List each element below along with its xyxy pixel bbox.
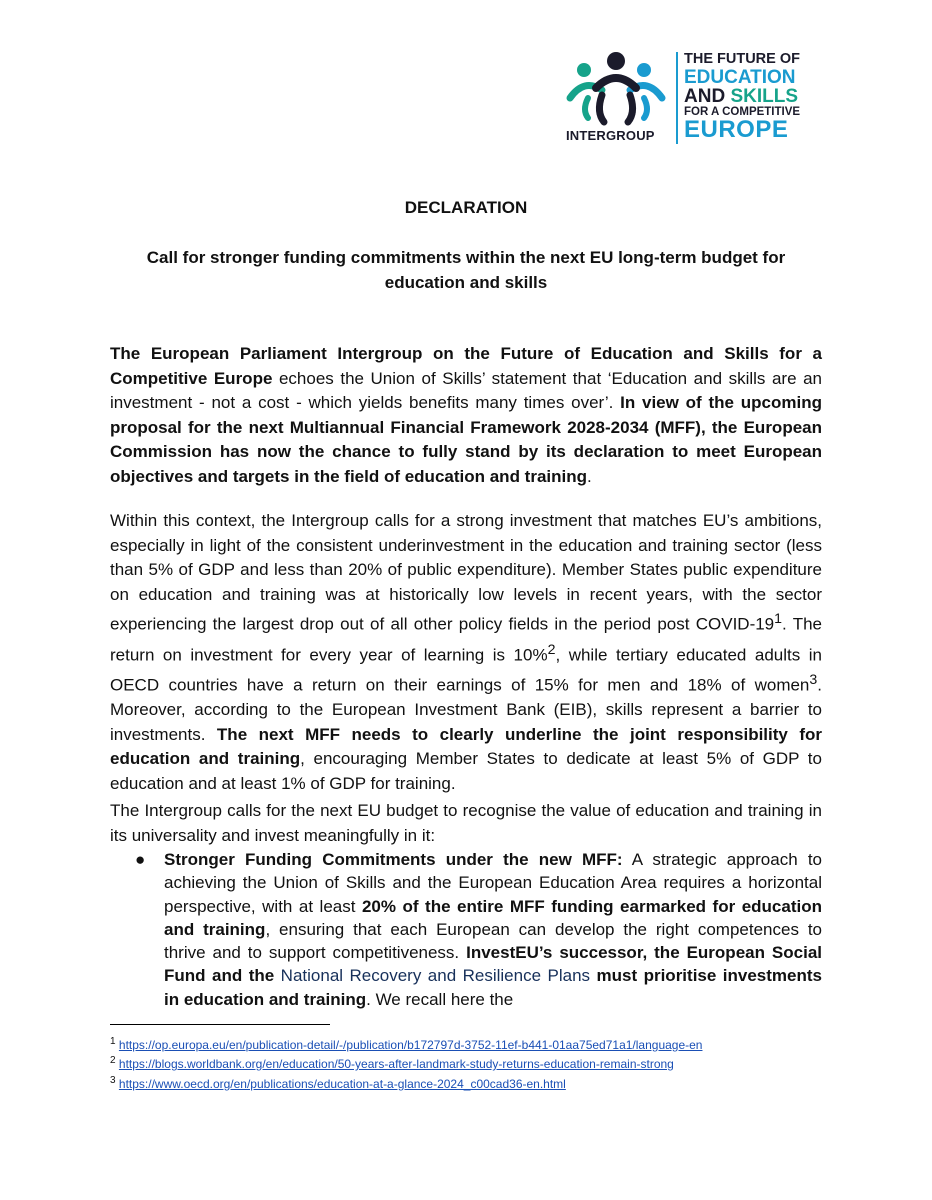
paragraph-context: Within this context, the Intergroup calls for a strong investment that matches EU’s ambitions, especially in light of the consistent underinvestment in the education and training sector (less than 5% of GDP and less than 20% of public expenditure). Member States public expenditure on education and training was at historically low levels in recent years, with the sector experiencing the largest drop out of all other policy fields in the period post COVID-$19^1$. The return on investment for every year of learning is 10%$^2$, while tertiary educated adults in OECD countries have a return on their earnings of 15% for men and 18% of women$^3$. Moreover, according to the European Investment Bank (EIB), skills represent a barrier to investments. The next MFF needs to clearly underline the joint responsibility for education and training, encouraging Member States to dedicate at least 5% of GDP to education and at least 1% of GDP for training. xyxy=(110,511,823,793)
logo-line-2: EDUCATION xyxy=(684,66,796,88)
footnote-ref-1: 1 xyxy=(774,611,783,628)
logo-line-4: FOR A COMPETITIVE xyxy=(684,105,801,118)
footnote-2: $^2$ https://blogs.worldbank.org/en/education/50-years-after-landmark-study-returns-education-remain-strong xyxy=(110,1055,674,1071)
logo-org-label: INTERGROUP xyxy=(566,128,655,143)
intergroup-logo xyxy=(562,50,812,150)
document-title: DECLARATION xyxy=(404,198,528,217)
bullet-icon: ● xyxy=(135,850,146,869)
footnote-ref-2: 2 xyxy=(547,641,556,658)
logo-line-3: AND SKILLS xyxy=(684,85,799,107)
bullet-funding-commitments: Stronger Funding Commitments under the new MFF: A strategic approach to achieving the Union of Skills and the European Education Area requires a horizontal perspective, with at least 20% of the entire MFF funding earmarked for education and training, ensuring that each European can develop the right competences to thrive and to support competitiveness. InvestEU’s successor, the European Social Fund and the National Recovery and Resilience Plans must prioritise investments in education and training. We recall here the xyxy=(164,850,823,1009)
footnote-separator xyxy=(110,1024,330,1025)
footnote-link-1[interactable]: https://op.europa.eu/en/publication-detail/-/publication/b172797d-3752-11ef-b441-01aa75ed71a1/language-en xyxy=(118,1038,703,1052)
paragraph-intro: The European Parliament Intergroup on the Future of Education and Skills for a Competitive Europe echoes the Union of Skills’ statement that ‘Education and skills are an investment - not a cost - which yields benefits many times over’. In view of the upcoming proposal for the next Multiannual Financial Framework 2028-2034 (MFF), the European Commission has now the chance to fully stand by its declaration to meet European objectives and targets in the field of education and training. xyxy=(110,344,822,486)
footnote-ref-3: 3 xyxy=(809,671,818,688)
footnote-1: $^1$ https://op.europa.eu/en/publication-detail/-/publication/b172797d-3752-11ef-b441-01aa75ed71a1/language-en xyxy=(110,1036,703,1052)
footnote-link-2[interactable]: https://blogs.worldbank.org/en/education/50-years-after-landmark-study-returns-education-remain-strong xyxy=(118,1057,674,1071)
footnote-3: $^3$ https://www.oecd.org/en/publications/education-at-a-glance-2024_c00cad36-en.html xyxy=(110,1075,566,1091)
logo-wordmark xyxy=(684,52,800,142)
footnote-link-3[interactable]: https://www.oecd.org/en/publications/education-at-a-glance-2024_c00cad36-en.html xyxy=(118,1077,566,1091)
document-subtitle: Call for stronger funding commitments within the next EU long-term budget for education and skills xyxy=(146,248,786,292)
logo-line-1: THE FUTURE OF xyxy=(684,51,800,67)
logo-line-5: EUROPE xyxy=(684,116,789,143)
paragraph-call: The Intergroup calls for the next EU budget to recognise the value of education and training in its universality and invest meaningfully in it: xyxy=(110,801,822,845)
logo-divider xyxy=(676,52,678,144)
